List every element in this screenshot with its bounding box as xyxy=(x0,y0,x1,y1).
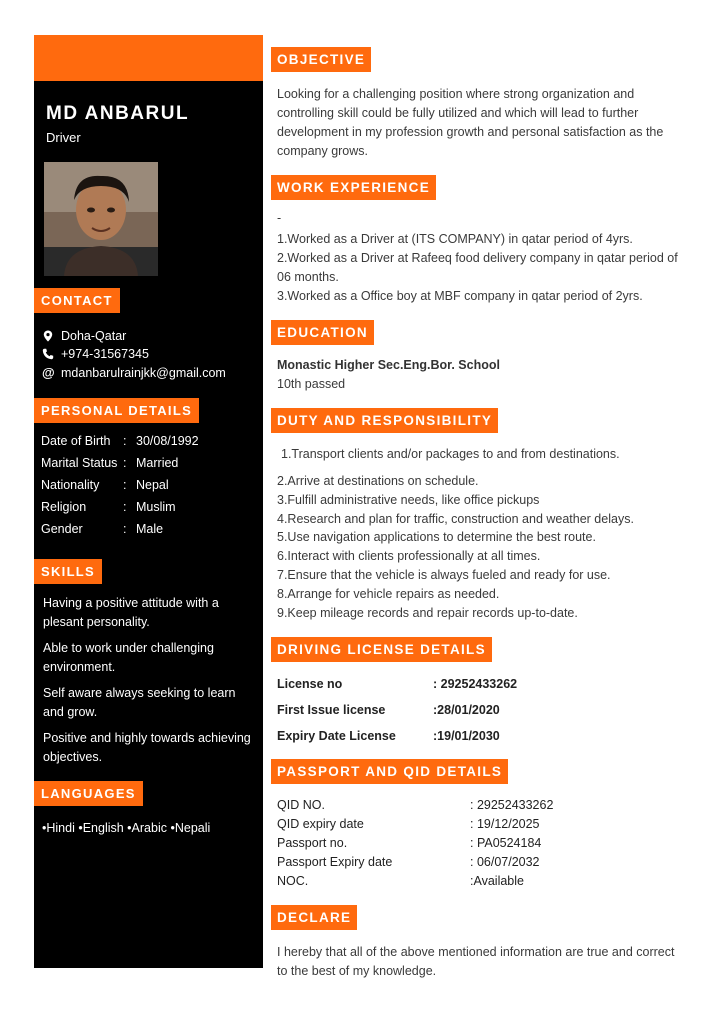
license-row-first-issue: First Issue license :28/01/2020 xyxy=(277,703,500,717)
passport-heading: PASSPORT AND QID DETAILS xyxy=(271,759,508,784)
languages-heading: LANGUAGES xyxy=(34,781,143,806)
license-row-expiry: Expiry Date License :19/01/2030 xyxy=(277,729,500,743)
objective-heading: OBJECTIVE xyxy=(271,47,371,72)
contact-location xyxy=(42,329,126,343)
languages-list: •Hindi •English •Arabic •Nepali xyxy=(42,821,211,835)
duty-item: 1.Transport clients and/or packages to and from destinations. xyxy=(281,447,620,461)
contact-phone xyxy=(42,347,149,361)
contact-heading: CONTACT xyxy=(34,288,120,313)
declare-text: I hereby that all of the above mentioned information are true and correct to the best of my knowledge. xyxy=(277,945,675,978)
declare-heading: DECLARE xyxy=(271,905,357,930)
phone-icon xyxy=(42,348,54,360)
duty-heading: DUTY AND RESPONSIBILITY xyxy=(271,408,498,433)
duty-item: 8.Arrange for vehicle repairs as needed. xyxy=(277,587,500,601)
passport-row-number: Passport no. : PA0524184 xyxy=(277,836,542,850)
license-row-number: License no : 29252433262 xyxy=(277,677,518,691)
phone-text: +974-31567345 xyxy=(61,347,149,361)
email-text: mdanbarulrainjkk@gmail.com xyxy=(61,366,226,380)
passport-row-qid: QID NO. : 29252433262 xyxy=(277,798,554,812)
contact-email xyxy=(42,366,226,380)
passport-row-expiry: Passport Expiry date : 06/07/2032 xyxy=(277,855,540,869)
duty-item: 4.Research and plan for traffic, construction and weather delays. xyxy=(277,512,634,526)
duty-item: 9.Keep mileage records and repair records up-to-date. xyxy=(277,606,578,620)
location-text: Doha-Qatar xyxy=(61,329,127,343)
duty-item: 7.Ensure that the vehicle is always fueled and ready for use. xyxy=(277,568,611,582)
duty-item: 5.Use navigation applications to determine the best route. xyxy=(277,530,596,544)
skill-item: Self aware always seeking to learn and grow. xyxy=(43,686,236,719)
driving-license-heading: DRIVING LICENSE DETAILS xyxy=(271,637,492,662)
skills-heading: SKILLS xyxy=(34,559,102,584)
education-school: Monastic Higher Sec.Eng.Bor. School xyxy=(277,358,500,372)
personal-details-heading: PERSONAL DETAILS xyxy=(34,398,199,423)
duty-item: 3.Fulfill administrative needs, like office pickups xyxy=(277,493,540,507)
skill-item: Having a positive attitude with a plesant personality. xyxy=(43,596,219,629)
skill-item: Able to work under challenging environment. xyxy=(43,641,214,674)
sidebar: MD ANBARUL Driver CONTACT Doha-Qatar +974-31567345 @ mdanbarulrainjkk@gmail.com PERSONAL DETAILS Date of Birth : 30/08/1992 Marital Status : Married Nationality : Nepal Religion : Muslim Gender : Male SKILLS Having a positive attitude with a plesant personality. Able to work under challenging environment. Self aware always seeking to learn and grow. Positive and highly towards achieving objectives. LANGUAGES •Hindi •English •Arabic •Nepali xyxy=(34,35,263,968)
education-level: 10th passed xyxy=(277,377,346,391)
objective-text: Looking for a challenging position where strong organization and controlling skill could be fully utilized and which will lead to further development in my profession growth and personal satisfaction as the company grows. xyxy=(277,87,664,158)
candidate-role: Driver xyxy=(46,130,81,145)
education-heading: EDUCATION xyxy=(271,320,374,345)
work-experience-item: 1.Worked as a Driver at (ITS COMPANY) in qatar period of 4yrs. xyxy=(277,232,633,246)
sidebar-header-bar xyxy=(34,35,263,81)
profile-photo xyxy=(44,162,158,276)
person-photo-icon xyxy=(44,162,158,276)
work-experience-item: 3.Worked as a Office boy at MBF company in qatar period of 2yrs. xyxy=(277,289,643,303)
duty-item: 2.Arrive at destinations on schedule. xyxy=(277,474,479,488)
at-sign-icon: @ xyxy=(42,365,55,380)
candidate-name: MD ANBARUL xyxy=(46,103,190,124)
skill-item: Positive and highly towards achieving objectives. xyxy=(43,731,251,764)
work-experience-dash: - xyxy=(277,211,282,225)
work-experience-heading: WORK EXPERIENCE xyxy=(271,175,436,200)
duty-item: 6.Interact with clients professionally at all times. xyxy=(277,549,541,563)
work-experience-item: 2.Worked as a Driver at Rafeeq food delivery company in qatar period of 06 months. xyxy=(277,251,678,284)
passport-row-qid-expiry: QID expiry date : 19/12/2025 xyxy=(277,817,540,831)
passport-row-noc: NOC. :Available xyxy=(277,874,524,888)
location-pin-icon xyxy=(42,330,54,342)
